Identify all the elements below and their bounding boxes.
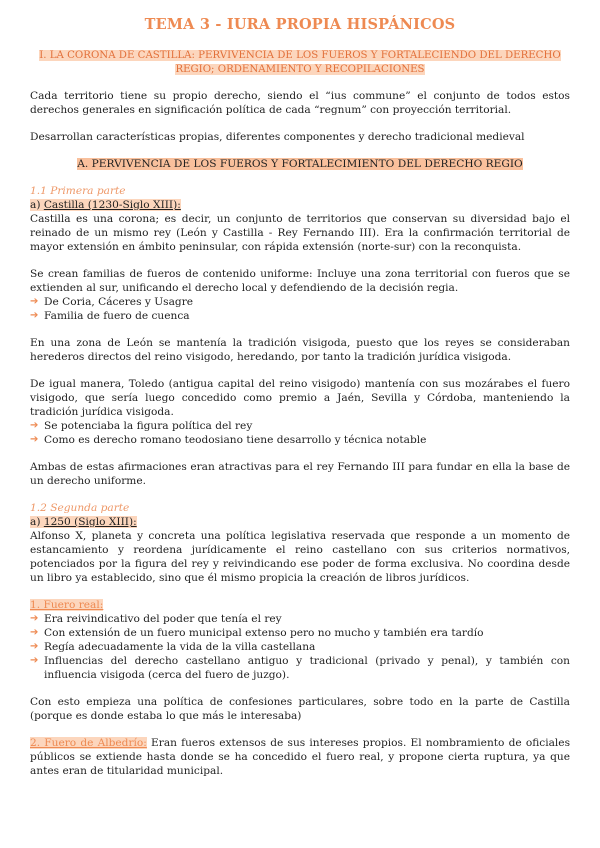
- part-1-label: 1.1 Primera parte: [30, 185, 126, 197]
- part-1-paragraph-2: Se crean familias de fueros de contenido uniforme: Incluye una zona territorial con fueros que se extienden al sur, unificando el derecho local y defendiendo de la decisión regia.: [30, 268, 570, 294]
- intro-paragraph-1: Cada territorio tiene su propio derecho, siendo el “ius commune” el conjunto de todos estos derechos generales en significación política de cada “regnum” con proyección territorial.: [30, 90, 570, 116]
- arrow-icon: ➔: [30, 641, 39, 652]
- part-2-lead: a) 1250 (Siglo XIII):: [30, 516, 137, 528]
- list-item: ➔ Regía adecuadamente la vida de la villa castellana: [30, 641, 316, 653]
- list-item: ➔ De Coria, Cáceres y Usagre: [30, 296, 194, 308]
- intro-paragraph-2: Desarrollan características propias, diferentes componentes y derecho tradicional medieval: [30, 131, 525, 143]
- section-heading: [30, 49, 570, 77]
- visigoth-reasons-list: [30, 419, 570, 447]
- arrow-icon: ➔: [30, 310, 39, 321]
- part-1-paragraph-5: Ambas de estas afirmaciones eran atractivas para el rey Fernando III para fundar en ella la base de un derecho uniforme.: [30, 461, 570, 487]
- subsection-heading: [30, 157, 570, 171]
- arrow-icon: ➔: [30, 296, 39, 307]
- arrow-icon: ➔: [30, 420, 39, 431]
- arrow-icon: ➔: [30, 655, 39, 666]
- part-1-paragraph-3: En una zona de León se mantenía la tradición visigoda, puesto que los reyes se consideraban herederos directos del reino visigodo, heredando, por tanto la tradición jurídica visigoda.: [30, 337, 570, 363]
- part-1-paragraph-1: Castilla es una corona; es decir, un conjunto de territorios que conservan su diversidad bajo el reinado de un mismo rey (León y Castilla - Rey Fernando III). Era la confirmación territorial de mayor extensión en ámbito peninsular, con rápida extensión (norte-sur) con la reconquista.: [30, 213, 570, 253]
- fuero-real-list: [30, 612, 570, 682]
- part-2-lead-title: 1250 (Siglo XIII):: [43, 516, 137, 528]
- arrow-icon: ➔: [30, 434, 39, 445]
- part-2-label: 1.2 Segunda parte: [30, 502, 130, 514]
- list-item: ➔ Influencias del derecho castellano antiguo y tradicional (privado y penal), y también con influencia visigoda (cerca del fuero de juzgo).: [30, 655, 570, 681]
- list-item: ➔ Con extensión de un fuero municipal extenso pero no mucho y también era tardío: [30, 627, 484, 639]
- arrow-icon: ➔: [30, 627, 39, 638]
- section-heading-line-1: I. LA CORONA DE CASTILLA: PERVIVENCIA DE LOS FUEROS Y FORTALECIENDO DEL DERECHO: [39, 50, 561, 61]
- list-item: ➔ Familia de fuero de cuenca: [30, 310, 190, 322]
- page-title: TEMA 3 - IURA PROPIA HISPÁNICOS: [144, 16, 456, 33]
- fuero-albedrio-label: 2. Fuero de Albedrío:: [30, 737, 147, 749]
- fuero-real-label: 1. Fuero real:: [30, 599, 104, 611]
- fuero-families-list: [30, 295, 570, 323]
- part-1-lead-title: Castilla (1230-Siglo XIII):: [43, 199, 181, 211]
- part-1-lead: a) Castilla (1230-Siglo XIII):: [30, 199, 181, 211]
- list-item: ➔ Como es derecho romano teodosiano tiene desarrollo y técnica notable: [30, 434, 427, 446]
- fuero-albedrio-paragraph: 2. Fuero de Albedrío: Eran fueros extensos de sus intereses propios. El nombramiento de oficiales públicos se extiende hasta donde se ha concedido el fuero real, y propone cierta ruptura, ya que antes eran de titularidad municipal.: [30, 737, 571, 777]
- list-item: ➔ Era reivindicativo del poder que tenía el rey: [30, 613, 282, 625]
- part-1-paragraph-4: De igual manera, Toledo (antigua capital del reino visigodo) mantenía con sus mozárabes el fuero visigodo, que sería luego concedido como premio a Jaén, Sevilla y Córdoba, manteniendo la tradición jurídica visigoda.: [30, 378, 570, 418]
- part-2-paragraph-1: Alfonso X, planeta y concreta una política legislativa reservada que responde a un momento de estancamiento y reordena jurídicamente el reino castellano con sus criterios normativos, potenciados por la figura del rey y reivindicando ese poder de forma exclusiva. No coordina desde un libro ya establecido, sino que él mismo propicia la creación de libros jurídicos.: [30, 530, 570, 584]
- part-2-paragraph-2: Con esto empieza una política de confesiones particulares, sobre todo en la parte de Castilla (porque es donde estaba lo que más le interesaba): [30, 696, 570, 722]
- subsection-heading-text: A. PERVIVENCIA DE LOS FUEROS Y FORTALECIMIENTO DEL DERECHO REGIO: [77, 158, 523, 170]
- list-item: ➔ Se potenciaba la figura política del rey: [30, 420, 253, 432]
- arrow-icon: ➔: [30, 613, 39, 624]
- section-heading-line-2: REGIO; ORDENAMIENTO Y RECOPILACIONES: [175, 64, 425, 75]
